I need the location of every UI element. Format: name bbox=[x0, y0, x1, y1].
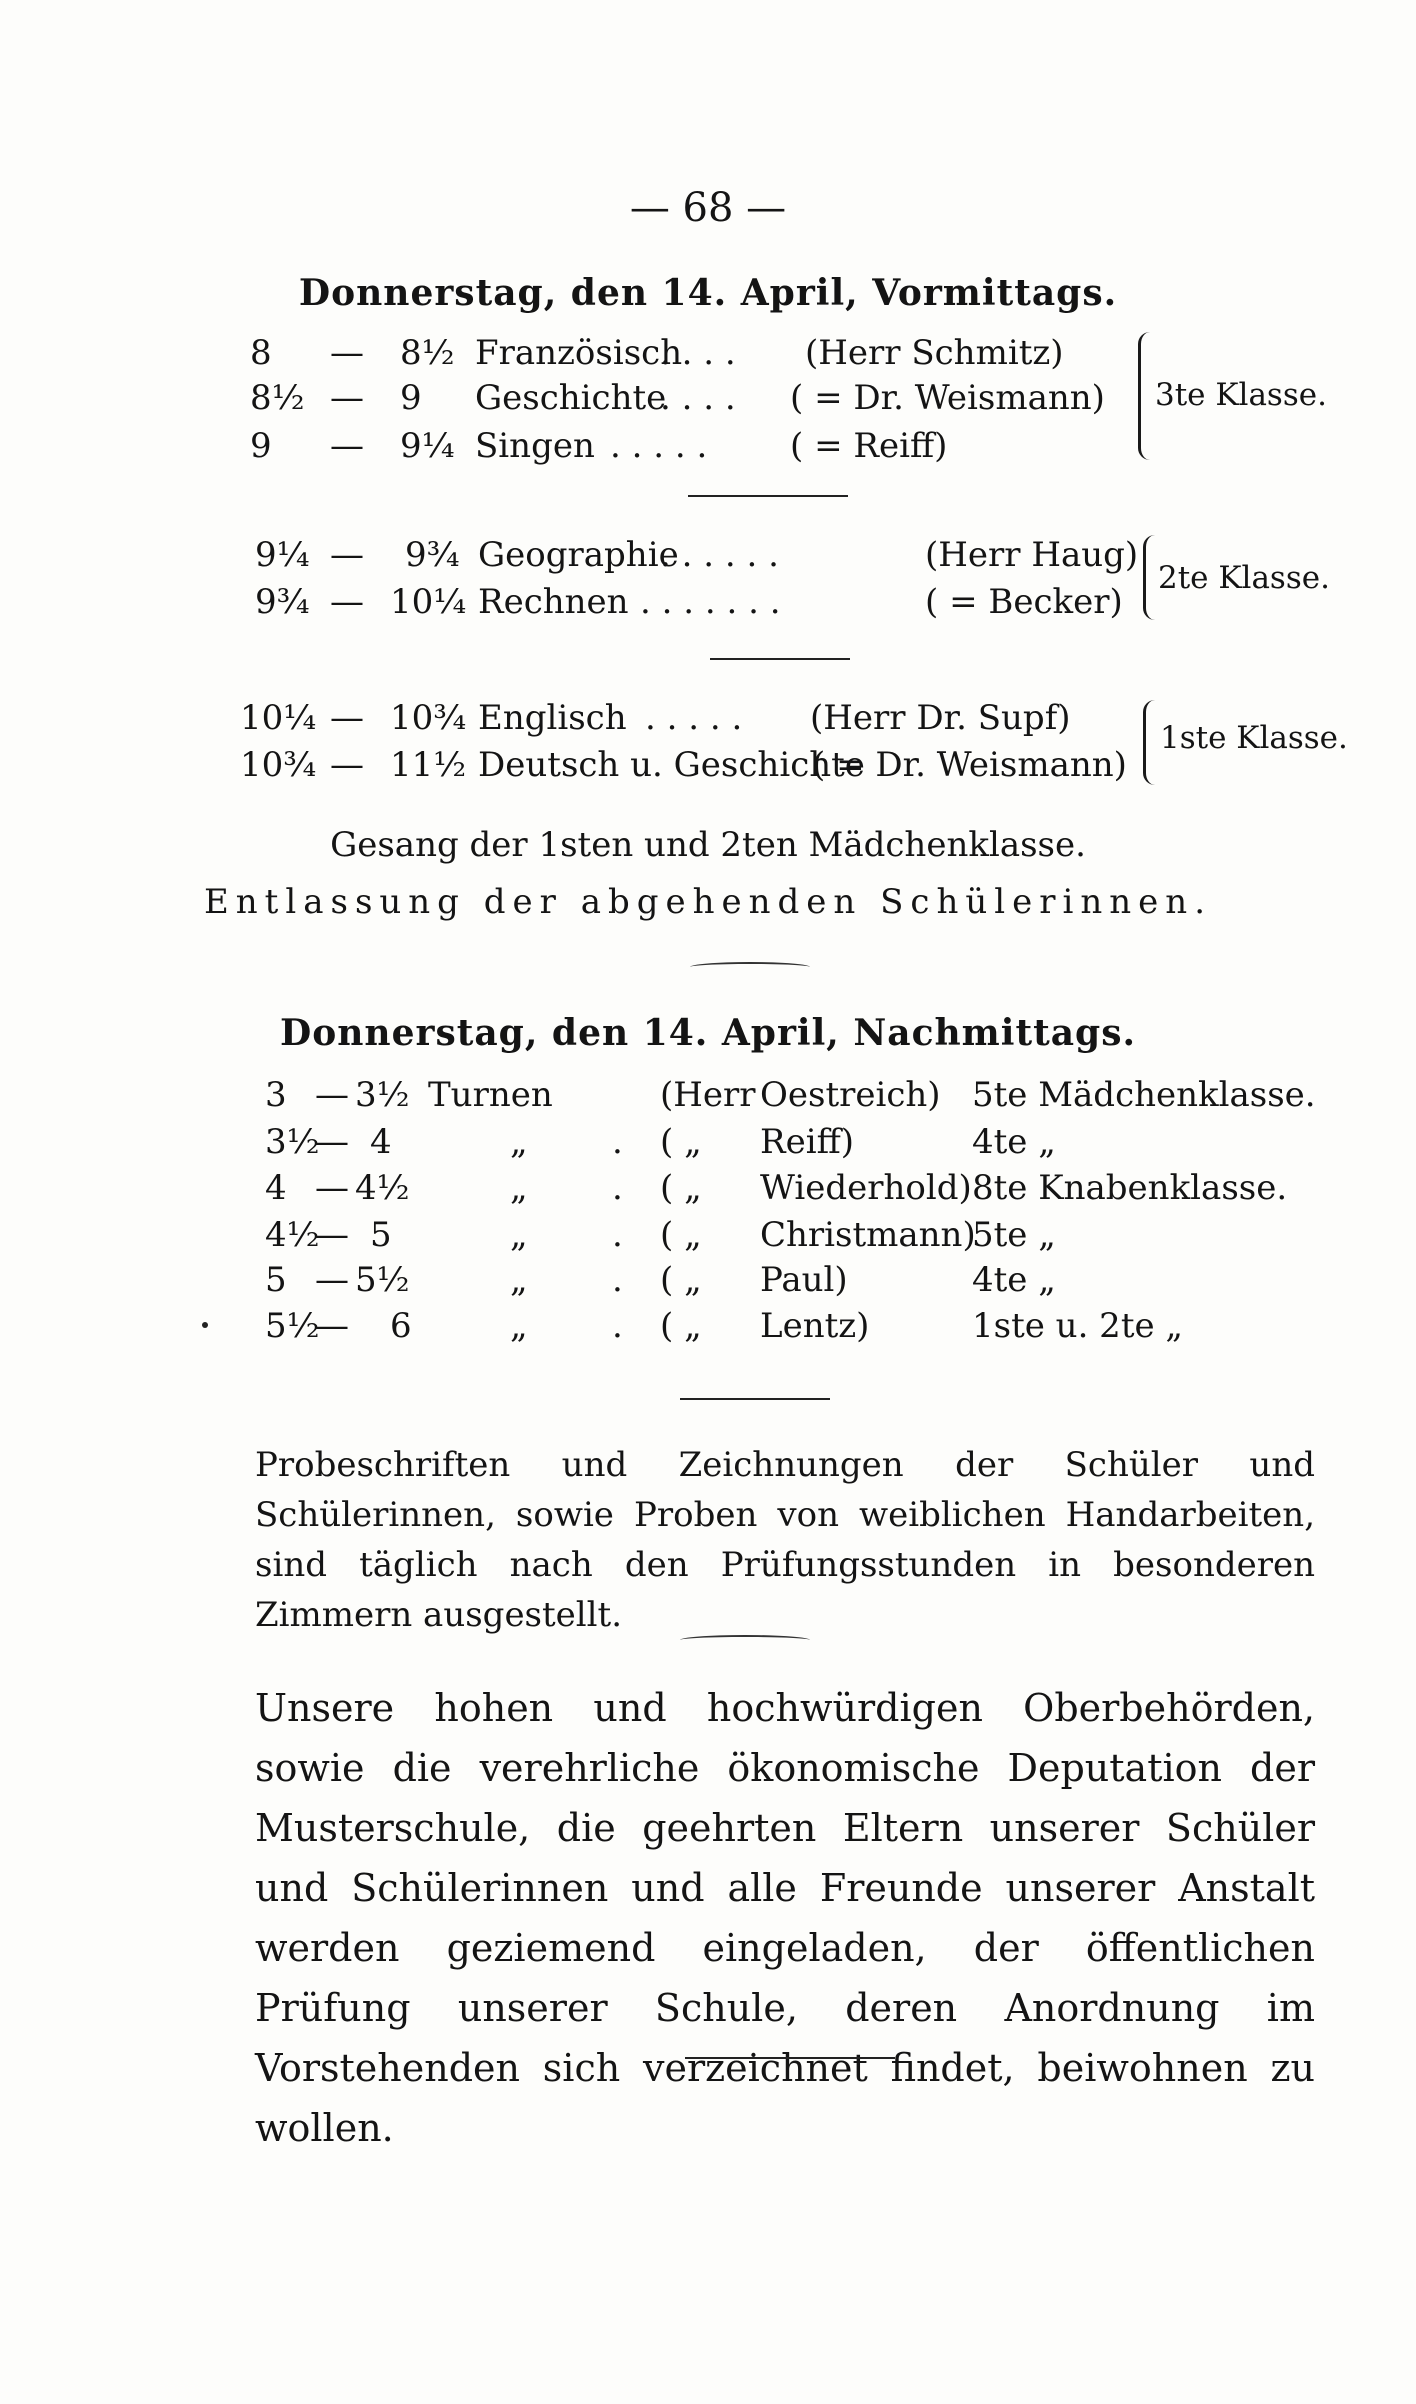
class-label: 1ste u. 2te „ bbox=[972, 1306, 1184, 1346]
start-time: 3 bbox=[265, 1075, 287, 1115]
subject: „ bbox=[510, 1215, 528, 1255]
subject: Französisch bbox=[475, 333, 683, 373]
start-time: 9 bbox=[250, 426, 272, 466]
ornamental-divider bbox=[680, 1635, 810, 1645]
leader-dots: . . . . . . . bbox=[640, 582, 781, 622]
start-time: 3½ bbox=[265, 1122, 320, 1162]
subject: Geographie bbox=[478, 535, 679, 575]
class-label: 5te „ bbox=[972, 1215, 1056, 1255]
end-time: 5 bbox=[370, 1215, 392, 1255]
group-brace bbox=[1138, 332, 1151, 460]
end-time: 10¼ bbox=[390, 582, 467, 622]
subject: „ bbox=[510, 1260, 528, 1300]
section-divider bbox=[680, 1398, 830, 1400]
teacher-prefix: ( „ bbox=[660, 1260, 702, 1300]
start-time: 5 bbox=[265, 1260, 287, 1300]
teacher: ( = Dr. Weismann) bbox=[790, 378, 1105, 418]
leader-dots: . bbox=[612, 1168, 623, 1208]
teacher-prefix: ( „ bbox=[660, 1306, 702, 1346]
teacher-prefix: (Herr bbox=[660, 1075, 756, 1115]
start-time: 8 bbox=[250, 333, 272, 373]
invitation-paragraph: Unsere hohen und hochwürdigen Oberbehörden, sowie die verehrliche ökonomische Deputation der Musterschule, die geehrten Eltern unserer Schüler und Schülerinnen und alle Freunde unserer Anstalt werden geziemend eingeladen, der öffentlichen Prüfung unserer Schule, deren Anordnung im Vorstehenden sich verzeichnet findet, beiwohnen zu wollen. bbox=[255, 1686, 1315, 2150]
end-time: 9 bbox=[400, 378, 422, 418]
group-brace bbox=[1143, 535, 1156, 620]
leader-dots: . . . . . bbox=[610, 426, 708, 466]
group-brace bbox=[1143, 700, 1156, 785]
time-dash: — bbox=[330, 535, 364, 575]
subject: „ bbox=[510, 1122, 528, 1162]
class-label: 8te Knabenklasse. bbox=[972, 1168, 1288, 1208]
subject: „ bbox=[510, 1168, 528, 1208]
teacher: Lentz) bbox=[760, 1306, 870, 1346]
gesang-line: Gesang der 1sten und 2ten Mädchenklasse. bbox=[330, 825, 1086, 865]
class-label: 3te Klasse. bbox=[1155, 377, 1327, 413]
leader-dots: . . . . bbox=[660, 378, 736, 418]
time-dash: — bbox=[330, 698, 364, 738]
subject: Turnen bbox=[428, 1075, 553, 1115]
ornamental-divider bbox=[690, 962, 810, 972]
end-time: 9¾ bbox=[405, 535, 460, 575]
leader-dots: . . . . . . bbox=[660, 535, 779, 575]
end-time: 4½ bbox=[355, 1168, 410, 1208]
start-time: 10¾ bbox=[240, 745, 317, 785]
end-time: 6 bbox=[390, 1306, 412, 1346]
class-label: 4te „ bbox=[972, 1260, 1056, 1300]
end-time: 11½ bbox=[390, 745, 467, 785]
teacher: Wiederhold) bbox=[760, 1168, 972, 1208]
teacher: ( = Reiff) bbox=[790, 426, 948, 466]
teacher: Christmann) bbox=[760, 1215, 976, 1255]
start-time: 4½ bbox=[265, 1215, 320, 1255]
subject: Deutsch u. Geschichte bbox=[478, 745, 865, 785]
end-time: 9¼ bbox=[400, 426, 455, 466]
time-dash: — bbox=[315, 1168, 349, 1208]
page-number: — 68 — bbox=[629, 185, 787, 231]
teacher: (Herr Schmitz) bbox=[805, 333, 1064, 373]
afternoon-heading: Donnerstag, den 14. April, Nachmittags. bbox=[280, 1012, 1136, 1054]
class-label: 2te Klasse. bbox=[1158, 560, 1330, 596]
start-time: 9¾ bbox=[255, 582, 310, 622]
entlassung-line: Entlassung der abgehenden Schülerinnen. bbox=[203, 882, 1213, 922]
teacher: ( = Becker) bbox=[925, 582, 1123, 622]
leader-dots: . bbox=[612, 1122, 623, 1162]
leader-dots: . bbox=[612, 1306, 623, 1346]
group-divider bbox=[688, 495, 848, 497]
teacher-prefix: ( „ bbox=[660, 1122, 702, 1162]
leader-dots: . bbox=[612, 1260, 623, 1300]
group-divider bbox=[710, 658, 850, 660]
subject: Englisch bbox=[478, 698, 627, 738]
leader-dots: . . . . bbox=[660, 333, 736, 373]
print-speck bbox=[202, 1322, 208, 1328]
end-time: 8½ bbox=[400, 333, 455, 373]
leader-dots: . . . . . bbox=[645, 698, 743, 738]
start-time: 5½ bbox=[265, 1306, 320, 1346]
subject: „ bbox=[510, 1306, 528, 1346]
start-time: 4 bbox=[265, 1168, 287, 1208]
time-dash: — bbox=[330, 333, 364, 373]
end-time: 3½ bbox=[355, 1075, 410, 1115]
class-label: 4te „ bbox=[972, 1122, 1056, 1162]
time-dash: — bbox=[330, 378, 364, 418]
exhibition-notice: Probeschriften und Zeichnungen der Schüler und Schülerinnen, sowie Proben von weiblichen Handarbeiten, sind täglich nach den Prüfungsstunden in besonderen Zimmern ausgestellt. bbox=[255, 1445, 1315, 1635]
start-time: 9¼ bbox=[255, 535, 310, 575]
teacher-prefix: ( „ bbox=[660, 1168, 702, 1208]
time-dash: — bbox=[315, 1215, 349, 1255]
time-dash: — bbox=[315, 1075, 349, 1115]
start-time: 8½ bbox=[250, 378, 305, 418]
time-dash: — bbox=[315, 1122, 349, 1162]
end-time: 4 bbox=[370, 1122, 392, 1162]
teacher: Oestreich) bbox=[760, 1075, 941, 1115]
teacher-prefix: ( „ bbox=[660, 1215, 702, 1255]
teacher: (Herr Dr. Supf) bbox=[810, 698, 1071, 738]
teacher: ( = Dr. Weismann) bbox=[812, 745, 1127, 785]
teacher: (Herr Haug) bbox=[925, 535, 1139, 575]
subject: Singen bbox=[475, 426, 595, 466]
time-dash: — bbox=[330, 426, 364, 466]
class-label: 1ste Klasse. bbox=[1160, 720, 1348, 756]
start-time: 10¼ bbox=[240, 698, 317, 738]
subject: Rechnen bbox=[478, 582, 629, 622]
time-dash: — bbox=[315, 1306, 349, 1346]
class-label: 5te Mädchenklasse. bbox=[972, 1075, 1316, 1115]
teacher: Paul) bbox=[760, 1260, 848, 1300]
time-dash: — bbox=[330, 745, 364, 785]
end-time: 5½ bbox=[355, 1260, 410, 1300]
subject: Geschichte bbox=[475, 378, 667, 418]
end-time: 10¾ bbox=[390, 698, 467, 738]
leader-dots: . bbox=[612, 1215, 623, 1255]
closing-rule bbox=[685, 2057, 895, 2059]
morning-heading: Donnerstag, den 14. April, Vormittags. bbox=[298, 272, 1118, 314]
time-dash: — bbox=[330, 582, 364, 622]
time-dash: — bbox=[315, 1260, 349, 1300]
teacher: Reiff) bbox=[760, 1122, 855, 1162]
